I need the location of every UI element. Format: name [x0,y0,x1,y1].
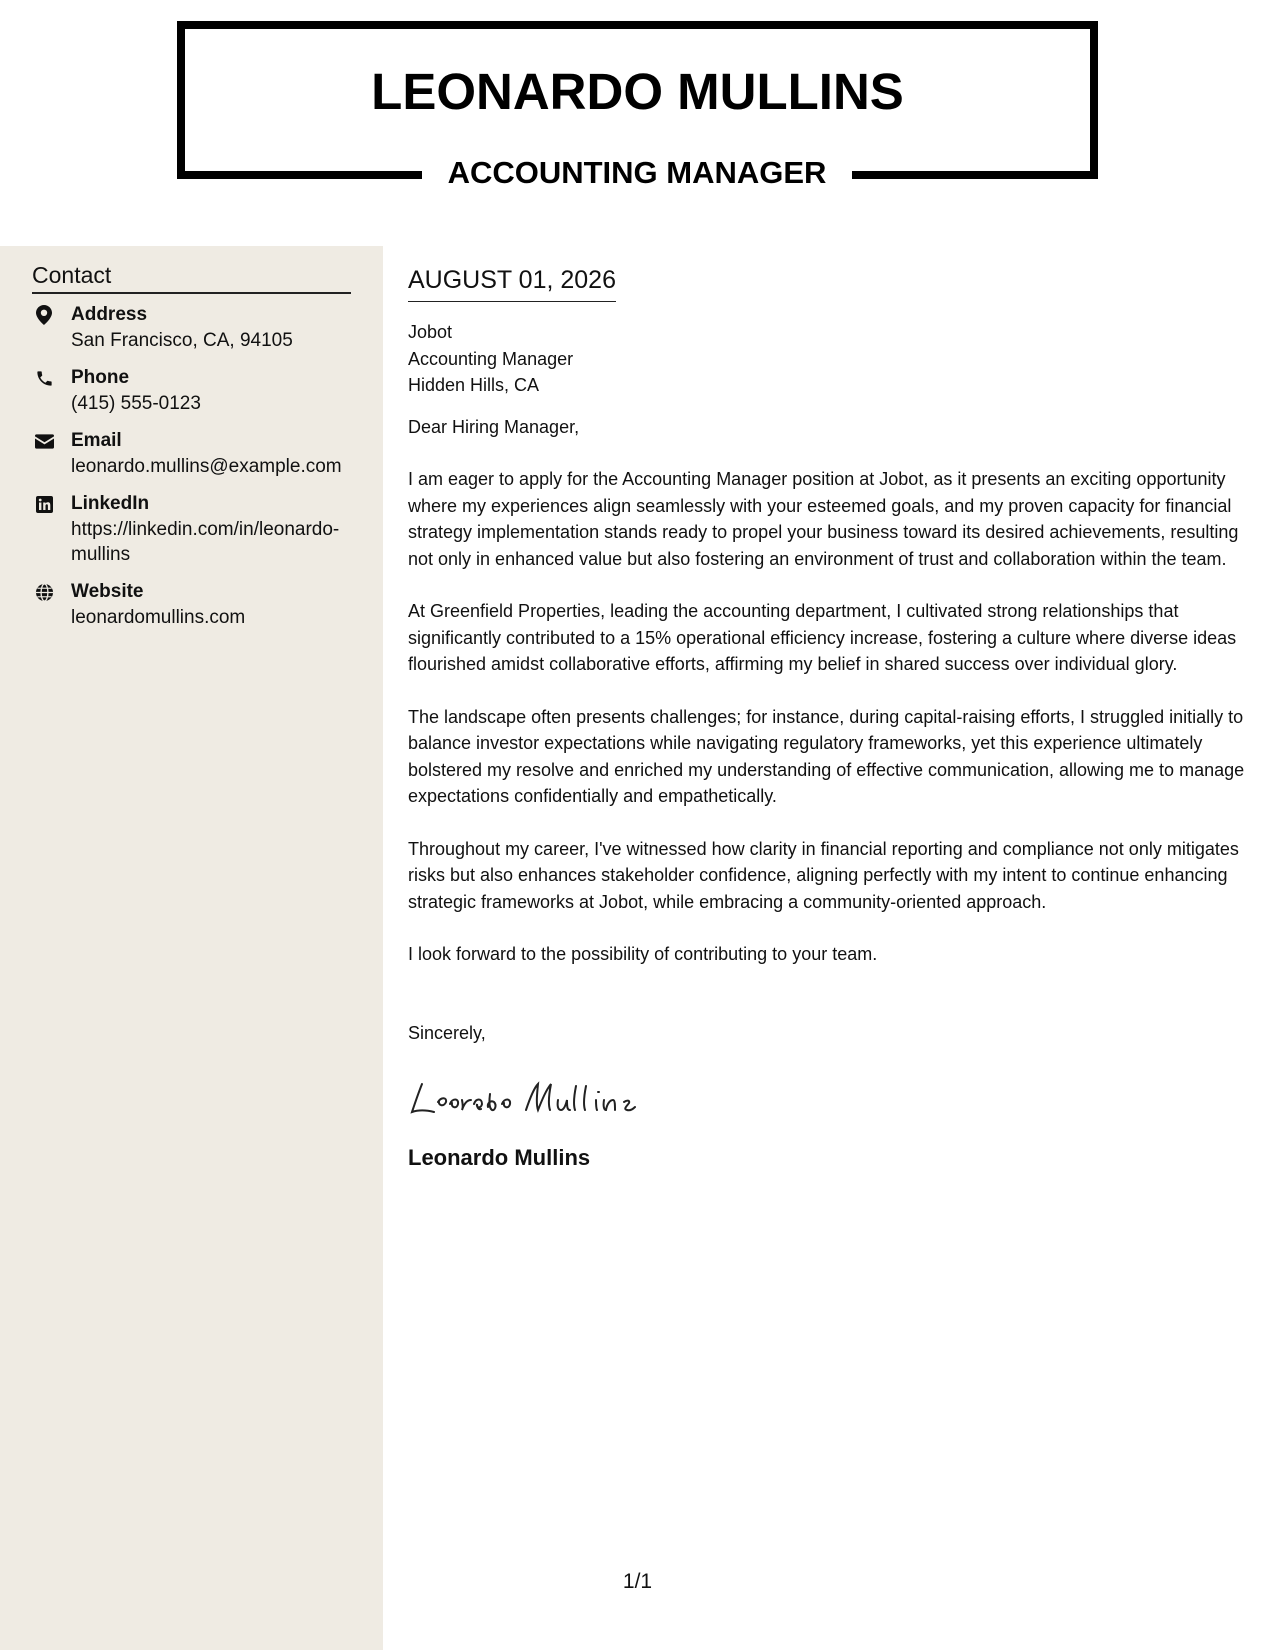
contact-item-linkedin [32,491,362,567]
recipient-location: Hidden Hills, CA [408,375,540,395]
letter-paragraph: Throughout my career, I've witnessed how clarity in financial reporting and compliance not only mitigates risks but also enhances stakeholder confidence, aligning perfectly with my intent to continue enhancing strategic frameworks at Jobot, while embracing a community-oriented approach. [408,838,1239,912]
contact-heading: Contact [32,260,351,294]
letter-paragraph: At Greenfield Properties, leading the accounting department, I cultivated strong relationships that significantly contributed to a 15% operational efficiency increase, fostering a culture where diverse ideas flourished amidst collaborative efforts, affirming my belief in shared success over individual glory. [408,601,1237,674]
contact-label: Address [71,304,148,325]
contact-label: Website [71,581,144,602]
contact-label: Phone [71,367,130,388]
location-pin-icon [34,305,54,325]
phone-icon [34,368,54,388]
signature-image [408,1072,1253,1122]
closing: Sincerely, [408,1022,486,1043]
contact-value: San Francisco, CA, 94105 [71,330,293,351]
job-title: ACCOUNTING MANAGER [422,150,852,196]
globe-icon [34,582,54,602]
letter-body [408,264,1253,1172]
envelope-icon [34,431,54,451]
letter-paragraph: I look forward to the possibility of contributing to your team. [408,944,878,964]
contact-value[interactable]: https://linkedin.com/in/leonardo-mullins [71,519,340,565]
letter-paragraph: The landscape often presents challenges; for instance, during capital-raising efforts, I struggled initially to balance investor expectations while navigating regulatory frameworks, yet this experience ultimately bolstered my resolve and enriched my understanding of effective communication, allowing me to manage expectations confidentially and empathetically. [408,706,1245,806]
letter-paragraph: I am eager to apply for the Accounting Manager position at Jobot, as it presents an exciting opportunity where my experiences align seamlessly with your esteemed goals, and my proven capacity for financial strategy implementation stands ready to propel your business toward its desired achievements, resulting not only in enhanced value but also fostering an environment of trust and collaboration within the team. [408,469,1239,569]
contact-value: leonardo.mullins@example.com [71,456,342,477]
contact-label: Email [71,430,122,451]
page-number: 1/1 [622,1570,653,1593]
contact-list [32,302,362,642]
salutation: Dear Hiring Manager, [408,416,580,437]
contact-item-email [32,428,362,479]
recipient-company: Jobot [408,322,453,342]
recipient-block [408,319,1253,399]
applicant-name: LEONARDO MULLINS [371,63,904,120]
contact-item-website [32,579,362,630]
contact-value: (415) 555-0123 [71,393,201,414]
contact-value[interactable]: leonardomullins.com [71,607,246,628]
recipient-position: Accounting Manager [408,348,574,369]
signer-name: Leonardo Mullins [408,1145,591,1170]
contact-item-address [32,302,362,353]
letter-date: AUGUST 01, 2026 [408,264,616,302]
linkedin-icon [34,494,54,514]
contact-label: LinkedIn [71,493,150,514]
contact-item-phone [32,365,362,416]
